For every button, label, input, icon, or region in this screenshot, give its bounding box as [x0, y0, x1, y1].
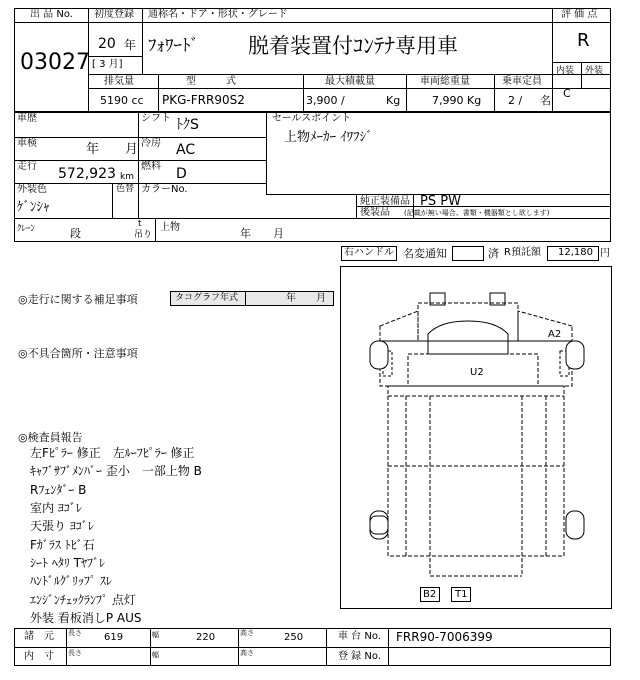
- ac-value: AC: [176, 142, 196, 158]
- steering: 右ハンドル: [344, 247, 394, 258]
- body-date: 年 月: [240, 227, 284, 240]
- displacement: 5190 cc: [100, 94, 144, 107]
- recycle-symbol: 済: [488, 247, 499, 260]
- inspector-title: ◎検査員報告: [18, 431, 83, 444]
- length-label: 長さ: [68, 629, 82, 637]
- height-label: 高さ: [240, 629, 254, 637]
- width-value: 220: [196, 632, 216, 643]
- reg-no-label: 登 録 No.: [338, 651, 381, 662]
- name-label: 通称名・ドア・形状・グレード: [148, 9, 288, 20]
- damage-mark: U2: [470, 367, 484, 378]
- name-change-box: [452, 246, 484, 261]
- body-type: 脱着装置付ｺﾝﾃﾅ専用車: [248, 34, 458, 58]
- driving-notes-title: ◎走行に関する補足事項: [18, 293, 138, 306]
- sales-point-label: セールスポイント: [272, 113, 352, 124]
- displacement-label: 排気量: [104, 76, 134, 87]
- yen-label: 円: [600, 248, 610, 259]
- height-value: 250: [284, 632, 304, 643]
- reg-year-unit: 年: [124, 38, 137, 52]
- gross-weight: 7,990 Kg: [432, 94, 482, 107]
- inspector-line: 左Fﾋﾟﾗｰ 修正 左ﾙｰﾌﾋﾟﾗｰ 修正: [30, 446, 195, 460]
- mileage-unit: km: [120, 172, 134, 182]
- inspector-line: ﾊﾝﾄﾞﾙｸﾞﾘｯﾌﾟ ｽﾚ: [30, 574, 112, 588]
- body-label: 上物: [160, 222, 180, 233]
- inspector-line: ｷｬﾌﾞｻﾌﾞﾒﾝﾊﾞｰ 歪小 一部上物 B: [30, 464, 202, 478]
- recycle-amount: 12,180: [558, 247, 593, 258]
- damage-mark: B2: [423, 589, 437, 600]
- first-reg-label: 初度登録: [94, 9, 134, 20]
- inspector-line: ｴﾝｼﾞﾝﾁｪｯｸﾗﾝﾌﾟ 点灯: [30, 593, 136, 607]
- inspector-line: Rﾌｪﾝﾀﾞｰ B: [30, 483, 87, 497]
- aftermarket-label: 後装品: [360, 207, 390, 218]
- fuel-label: 燃料: [141, 161, 161, 172]
- mileage-value: 572,923: [58, 166, 116, 182]
- genuine-equip: PS PW: [420, 194, 461, 209]
- int-height-label: 高さ: [240, 649, 254, 657]
- color-replace-label: 色替: [116, 184, 135, 194]
- mileage-label: 走行: [17, 161, 37, 172]
- int-length-label: 長さ: [68, 649, 82, 657]
- color-label: 外装色: [17, 184, 47, 195]
- capacity-label: 乗車定員: [502, 76, 542, 87]
- shift-label: シフト: [141, 113, 171, 124]
- truck-diagram: [340, 266, 612, 609]
- shift-value: ﾄｸS: [176, 117, 199, 133]
- genuine-equip-label: 純正装備品: [360, 196, 410, 207]
- chassis-number: FRR90-7006399: [396, 630, 493, 644]
- inspector-line: 外装 看板消しP AUS: [30, 611, 142, 625]
- model-code-label: 型 式: [186, 76, 236, 87]
- color-value: ｹﾞﾝｼｬ: [17, 200, 50, 215]
- gross-weight-label: 車両総重量: [420, 76, 470, 87]
- history-label: 車歴: [17, 113, 37, 124]
- model-name: ﾌｫﾜｰﾄﾞ: [148, 36, 199, 56]
- spec-label: 諸 元: [24, 631, 54, 642]
- max-load: 3,900 /: [306, 94, 345, 107]
- inspector-line: 室内 ﾖｺﾞﾚ: [30, 501, 82, 515]
- recycle-label: R預託額: [504, 247, 541, 258]
- aftermarket-note: (記載が無い場合、書類・機器類とし欲します): [404, 209, 550, 217]
- score-label: 評 価 点: [561, 9, 598, 20]
- tachograph-value: 年 月: [286, 293, 326, 304]
- crane-label: ｸﾚｰﾝ: [17, 224, 36, 234]
- lot-number: 03027: [20, 50, 90, 75]
- damage-mark: A2: [548, 329, 562, 340]
- interior-score-label: 内装: [556, 66, 575, 76]
- fuel-value: D: [176, 166, 187, 182]
- crane-stage: 段: [70, 227, 81, 240]
- tachograph-label: タコグラフ年式: [175, 293, 239, 303]
- length-value: 619: [104, 632, 124, 643]
- max-load-label: 最大積載量: [325, 76, 375, 87]
- interior-dims-label: 内 寸: [24, 651, 54, 662]
- exterior-score-label: 外装: [585, 66, 604, 76]
- inspector-line: ｼｰﾄ ﾍﾀﾘ Tﾔﾌﾞﾚ: [30, 556, 105, 570]
- int-width-label: 幅: [152, 651, 159, 659]
- crane-hang: 吊り: [134, 230, 153, 240]
- inspection-value: 年 月: [86, 142, 139, 157]
- chassis-label: 車 台 No.: [338, 631, 381, 642]
- interior-score: C: [563, 87, 571, 100]
- inspection-label: 車検: [17, 138, 37, 149]
- color-no-label: カラーNo.: [141, 184, 188, 195]
- reg-month: [ 3 月]: [92, 59, 123, 70]
- name-change-label: 名変通知: [403, 247, 447, 260]
- crane-ton: t: [138, 219, 142, 229]
- lot-label: 出 品 No.: [30, 9, 73, 20]
- ac-label: 冷房: [141, 138, 161, 149]
- width-label: 幅: [152, 631, 159, 639]
- damage-mark: T1: [455, 589, 468, 600]
- max-load-unit: Kg: [386, 94, 401, 107]
- inspector-line: 天張り ﾖｺﾞﾚ: [30, 519, 94, 533]
- defects-title: ◎不具合箇所・注意事項: [18, 347, 138, 360]
- score-value: R: [577, 30, 590, 51]
- reg-year: 20: [98, 36, 116, 52]
- sales-point: 上物ﾒｰｶｰ ｲﾜﾌｼﾞ: [284, 130, 373, 145]
- capacity-unit: 名: [540, 94, 551, 107]
- capacity: 2 /: [508, 94, 523, 107]
- model-code: PKG-FRR90S2: [162, 93, 245, 107]
- inspector-line: Fｶﾞﾗｽ ﾄﾋﾞ石: [30, 538, 95, 552]
